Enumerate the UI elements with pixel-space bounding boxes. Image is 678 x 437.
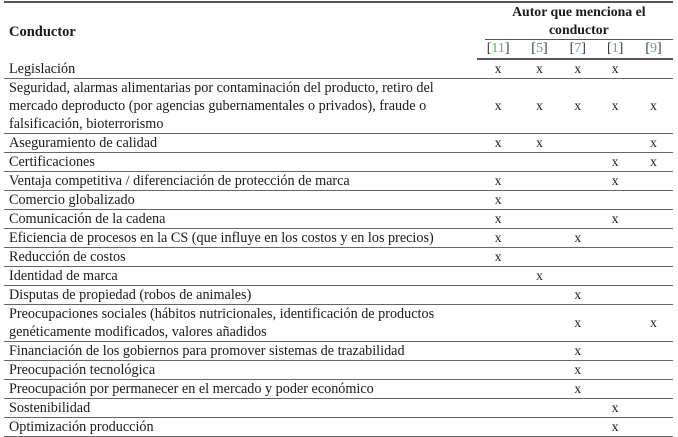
row-label: Preocupación tecnológica (4, 361, 477, 380)
mark-cell (596, 191, 634, 210)
mark-cell (477, 342, 520, 361)
mark-cell: x (477, 59, 520, 79)
mark-cell: x (477, 210, 520, 229)
mark-cell: x (559, 286, 596, 305)
mark-cell (520, 191, 560, 210)
table-row (4, 342, 673, 361)
table-row (4, 361, 673, 380)
mark-cell (559, 399, 596, 418)
mark-cell (634, 418, 673, 437)
bracket-open: [ (531, 41, 536, 56)
mark-cell (559, 267, 596, 286)
mark-cell (559, 191, 596, 210)
mark-cell (634, 59, 673, 79)
mark-cell: x (520, 267, 560, 286)
mark-cell (559, 172, 596, 191)
reference-number[interactable]: 7 (574, 41, 582, 56)
reference-1[interactable] (596, 40, 634, 59)
mark-cell (520, 380, 560, 399)
conductor-table-container (4, 1, 673, 437)
mark-cell (559, 210, 596, 229)
mark-cell: x (559, 229, 596, 248)
row-label: Seguridad, alarmas alimentarias por contaminación del producto, retiro del mercado deproducto (por agencias gubernamentales o privados), fraude o falsificación, bioterrorismo (4, 79, 477, 134)
table-row (4, 380, 673, 399)
mark-cell (520, 153, 560, 172)
mark-cell (634, 399, 673, 418)
reference-11[interactable] (477, 40, 520, 59)
mark-cell (477, 286, 520, 305)
mark-cell (520, 418, 560, 437)
row-label: Preocupación por permanecer en el mercado y poder económico (4, 380, 477, 399)
mark-cell: x (520, 134, 560, 153)
mark-cell: x (477, 248, 520, 267)
header-authors-label: Autor que menciona el conductor (485, 3, 673, 40)
mark-cell: x (477, 191, 520, 210)
table-row (4, 134, 673, 153)
row-label: Reducción de costos (4, 248, 477, 267)
mark-cell: x (559, 342, 596, 361)
mark-cell (634, 380, 673, 399)
table-row (4, 399, 673, 418)
mark-cell (477, 361, 520, 380)
reference-number[interactable]: 9 (650, 41, 658, 56)
mark-cell (596, 267, 634, 286)
mark-cell (559, 418, 596, 437)
conductor-table (4, 1, 673, 437)
mark-cell (477, 267, 520, 286)
table-row (4, 210, 673, 229)
mark-cell: x (559, 380, 596, 399)
header-authors (477, 2, 673, 40)
table-row (4, 418, 673, 437)
bracket-open: [ (569, 41, 575, 56)
header-conductor: Conductor (4, 2, 477, 59)
mark-cell (520, 210, 560, 229)
row-label: Financiación de los gobiernos para promover sistemas de trazabilidad (4, 342, 477, 361)
mark-cell (596, 286, 634, 305)
row-label: Certificaciones (4, 153, 477, 172)
mark-cell: x (559, 79, 596, 134)
reference-number[interactable]: 11 (491, 41, 505, 56)
reference-5[interactable] (520, 40, 560, 59)
mark-cell (559, 248, 596, 267)
bracket-close: ] (581, 41, 586, 56)
mark-cell: x (634, 134, 673, 153)
row-label: Comercio globalizado (4, 191, 477, 210)
mark-cell (520, 229, 560, 248)
row-label: Ventaja competitiva / diferenciación de protección de marca (4, 172, 477, 191)
row-label: Disputas de propiedad (robos de animales) (4, 286, 477, 305)
mark-cell: x (634, 79, 673, 134)
mark-cell (477, 380, 520, 399)
mark-cell: x (477, 229, 520, 248)
table-row (4, 267, 673, 286)
mark-cell: x (596, 418, 634, 437)
table-row (4, 172, 673, 191)
mark-cell (520, 248, 560, 267)
bracket-close: ] (618, 41, 624, 56)
mark-cell: x (596, 210, 634, 229)
mark-cell (520, 361, 560, 380)
row-label: Sostenibilidad (4, 399, 477, 418)
table-row (4, 286, 673, 305)
reference-number[interactable]: 1 (611, 41, 619, 56)
bracket-close: ] (504, 41, 510, 56)
mark-cell (520, 342, 560, 361)
reference-9[interactable] (634, 40, 673, 59)
row-label: Optimización producción (4, 418, 477, 437)
mark-cell: x (596, 172, 634, 191)
mark-cell (634, 361, 673, 380)
reference-7[interactable] (559, 40, 596, 59)
mark-cell (477, 399, 520, 418)
mark-cell (477, 418, 520, 437)
row-label: Legislación (4, 59, 477, 79)
table-row (4, 59, 673, 79)
mark-cell (634, 229, 673, 248)
mark-cell: x (477, 172, 520, 191)
mark-cell (477, 153, 520, 172)
row-label: Identidad de marca (4, 267, 477, 286)
mark-cell: x (559, 59, 596, 79)
table-row (4, 79, 673, 134)
mark-cell (634, 210, 673, 229)
mark-cell: x (559, 305, 596, 342)
mark-cell: x (596, 153, 634, 172)
mark-cell (596, 342, 634, 361)
table-row (4, 248, 673, 267)
mark-cell: x (596, 59, 634, 79)
row-label: Eficiencia de procesos en la CS (que influye en los costos y en los precios) (4, 229, 477, 248)
table-row (4, 305, 673, 342)
bracket-open: [ (645, 41, 651, 56)
table-row (4, 229, 673, 248)
mark-cell (559, 134, 596, 153)
bracket-open: [ (486, 41, 492, 56)
mark-cell: x (520, 79, 560, 134)
mark-cell: x (596, 79, 634, 134)
mark-cell (520, 172, 560, 191)
bracket-open: [ (606, 41, 612, 56)
mark-cell: x (477, 134, 520, 153)
mark-cell (634, 267, 673, 286)
table-row (4, 191, 673, 210)
mark-cell (596, 380, 634, 399)
mark-cell (559, 153, 596, 172)
table-row (4, 153, 673, 172)
mark-cell: x (520, 59, 560, 79)
mark-cell (477, 305, 520, 342)
mark-cell (596, 134, 634, 153)
mark-cell: x (559, 361, 596, 380)
mark-cell (596, 229, 634, 248)
bracket-close: ] (542, 41, 548, 56)
mark-cell (596, 248, 634, 267)
mark-cell (520, 305, 560, 342)
mark-cell: x (634, 305, 673, 342)
bracket-close: ] (657, 41, 662, 56)
mark-cell: x (477, 79, 520, 134)
row-label: Aseguramiento de calidad (4, 134, 477, 153)
mark-cell: x (634, 153, 673, 172)
mark-cell (520, 399, 560, 418)
mark-cell (634, 248, 673, 267)
mark-cell: x (596, 399, 634, 418)
mark-cell (634, 286, 673, 305)
row-label: Preocupaciones sociales (hábitos nutricionales, identificación de productos genéticamente modificados, valores añadidos (4, 305, 477, 342)
mark-cell (520, 286, 560, 305)
mark-cell (596, 361, 634, 380)
row-label: Comunicación de la cadena (4, 210, 477, 229)
mark-cell (634, 191, 673, 210)
reference-number[interactable]: 5 (535, 41, 543, 56)
mark-cell (634, 172, 673, 191)
mark-cell (634, 342, 673, 361)
mark-cell (596, 305, 634, 342)
